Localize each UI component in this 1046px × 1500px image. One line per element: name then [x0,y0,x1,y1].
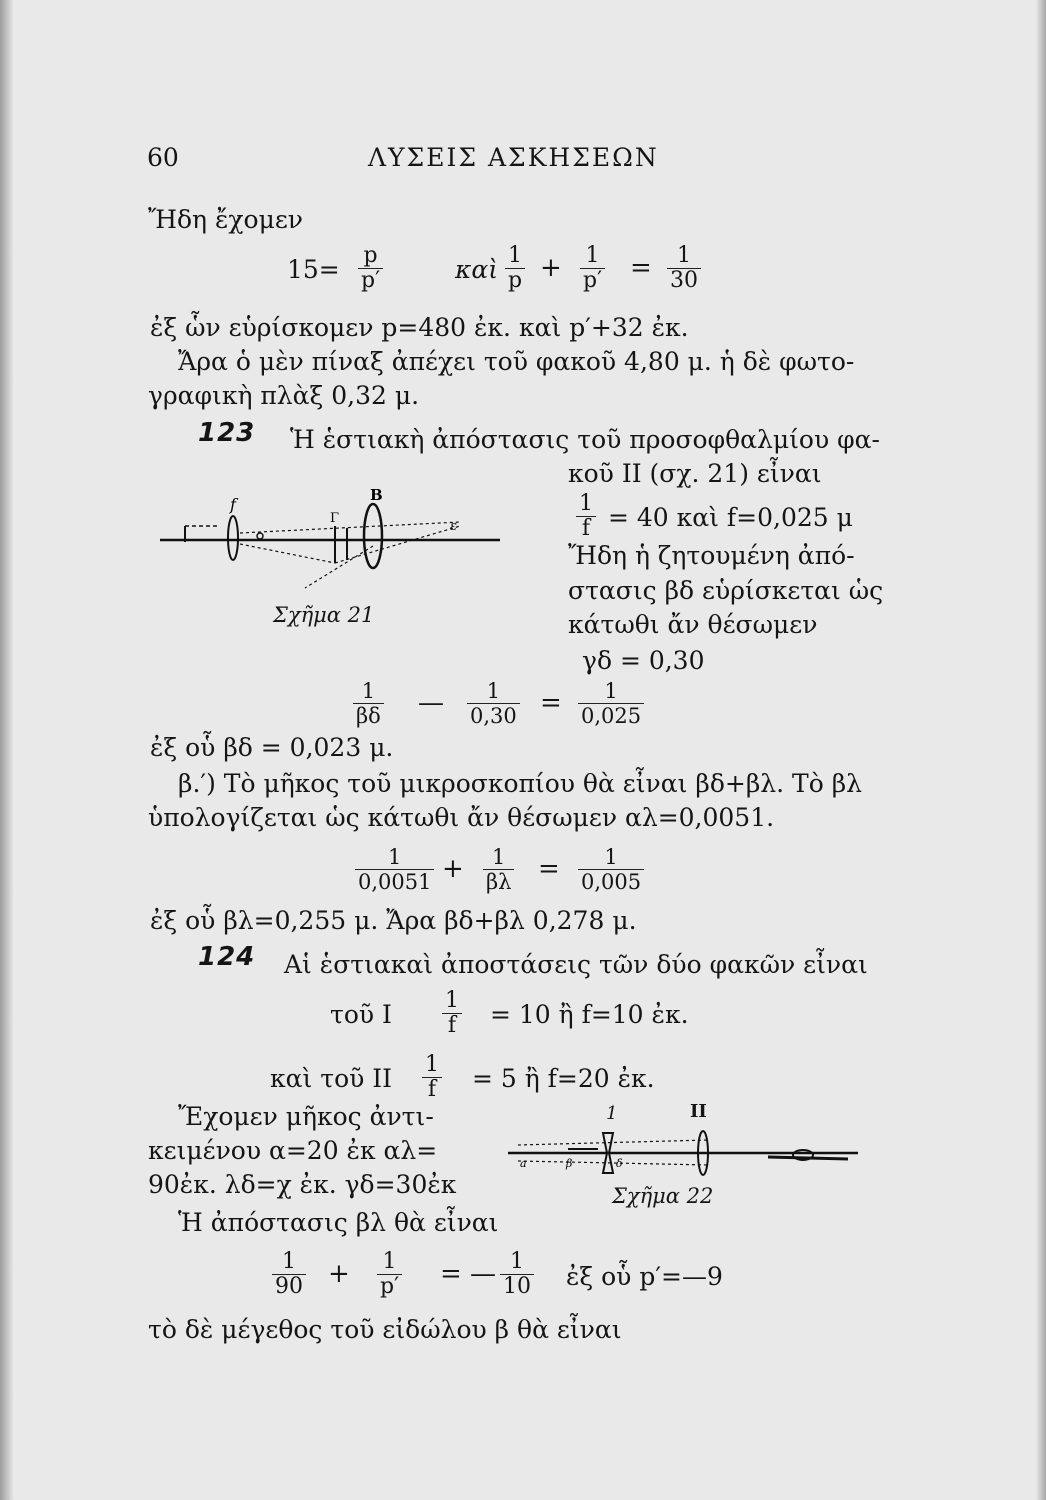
text-line: ἐξ ὧν εὑρίσκομεν p=480 ἐκ. καὶ p′+32 ἐκ. [150,313,689,342]
text-line: = 5 ἢ f=20 ἐκ. [472,1064,655,1093]
svg-text:Γ: Γ [330,511,340,526]
page-left-shadow [0,0,14,1500]
svg-text:ε: ε [450,519,457,534]
text-line: γραφικὴ πλὰξ 0,32 μ. [148,381,420,410]
plus-sign: + [442,854,464,884]
text-line: κάτωθι ἄν θέσωμεν [568,610,818,639]
text-line: Ἤδη ἔχομεν [148,205,303,234]
text-line: Ἔχομεν μῆκος ἀντι- [178,1102,434,1131]
svg-text:β: β [566,1157,573,1170]
fraction: $\frac{1}{10}$ [500,1250,534,1299]
fraction: $\frac{1}{0,30}$ [467,679,520,728]
exercise-number: 123 [198,418,256,448]
equals-sign: = [630,253,652,283]
text-line: ἐξ οὗ p′=—9 [566,1262,723,1291]
figure-22-diagram [508,1105,863,1180]
svg-text:δ: δ [616,1157,623,1170]
text-line: Ἤδη ἡ ζητουμένη ἀπό- [568,541,855,570]
fraction: $\frac{1}{0,005}$ [578,845,644,894]
running-title: ΛΥΣΕΙΣ ΑΣΚΗΣΕΩΝ [368,143,659,172]
fraction: $\frac{1}{p'}$ [377,1250,402,1299]
fraction: $\frac{1}{\beta\lambda}$ [483,845,514,894]
text-line: 90ἐκ. λδ=χ ἐκ. γδ=30ἐκ [148,1170,457,1199]
text-line: β.′) Τὸ μῆκος τοῦ μικροσκοπίου θὰ εἶναι βδ+βλ. Τὸ βλ [178,769,862,798]
svg-text:f: f [230,495,236,514]
text-line: = 10 ἢ f=10 ἐκ. [490,1000,689,1029]
text-line: γδ = 0,30 [582,646,705,675]
text-line: Ἄρα ὁ μὲν πίναξ ἀπέχει τοῦ φακοῦ 4,80 μ. ἡ δὲ φωτο- [178,347,855,376]
fraction: $\frac{1}{90}$ [272,1250,306,1299]
fraction: $\frac{1}{p'}$ [580,244,605,293]
equals-sign: = — [440,1259,497,1289]
svg-text:a: a [520,1157,527,1170]
equals-sign: = [540,688,562,718]
figure-caption: Σχῆμα 22 [612,1184,714,1208]
fraction: $\frac{1}{0,0051}$ [355,845,434,894]
text-line: ἐξ οὗ βδ = 0,023 μ. [150,733,394,762]
fraction: $\frac{1}{p}$ [505,244,525,293]
figure-21-diagram [160,488,505,598]
text-line: στασις βδ εὑρίσκεται ὡς [568,576,884,605]
text-line: Αἱ ἑστιακαὶ ἀποστάσεις τῶν δύο φακῶν εἶναι [284,950,868,979]
fraction: $\frac{1}{30}$ [667,244,701,293]
fraction: $\frac{1}{0,025}$ [578,679,644,728]
equation-lhs: 15= [287,255,340,284]
plus-sign: + [328,1259,350,1289]
conjunction: καὶ [455,255,499,284]
figure-label: II [690,1101,707,1122]
figure-label: 1 [606,1103,618,1124]
text-line: τὸ δὲ μέγεθος τοῦ εἰδώλου β θὰ εἶναι [148,1315,622,1344]
page-number: 60 [147,143,179,172]
fraction: $\frac{p}{p'}$ [358,244,383,293]
text-line: ὑπολογίζεται ὡς κάτωθι ἄν θέσωμεν αλ=0,0051. [148,803,775,832]
text-line: κειμένου α=20 ἐκ αλ= [148,1136,438,1165]
text-line: Ἡ ἑστιακὴ ἀπόστασις τοῦ προσοφθαλμίου φα- [290,425,880,454]
page-right-shadow [1036,0,1046,1500]
text-line: Ἡ ἀπόστασις βλ θὰ εἶναι [178,1208,499,1237]
exercise-number: 124 [198,942,256,972]
fraction: $\frac{1}{f}$ [442,989,462,1038]
text-line: τοῦ I [330,1000,392,1029]
figure-caption: Σχῆμα 21 [273,603,375,627]
fraction: $\frac{1}{\beta\delta}$ [353,679,384,728]
svg-text:B: B [370,488,383,504]
minus-sign: — [418,688,444,718]
text-line: = 40 καὶ f=0,025 μ [608,503,853,532]
text-line: κοῦ II (σχ. 21) εἶναι [568,459,822,488]
plus-sign: + [540,253,562,283]
text-line: καὶ τοῦ II [270,1064,393,1093]
fraction: $\frac{1}{f}$ [422,1053,442,1102]
text-line: ἐξ οὗ βλ=0,255 μ. Ἄρα βδ+βλ 0,278 μ. [150,906,637,935]
equals-sign: = [538,854,560,884]
fraction: $\frac{1}{f}$ [576,492,596,541]
